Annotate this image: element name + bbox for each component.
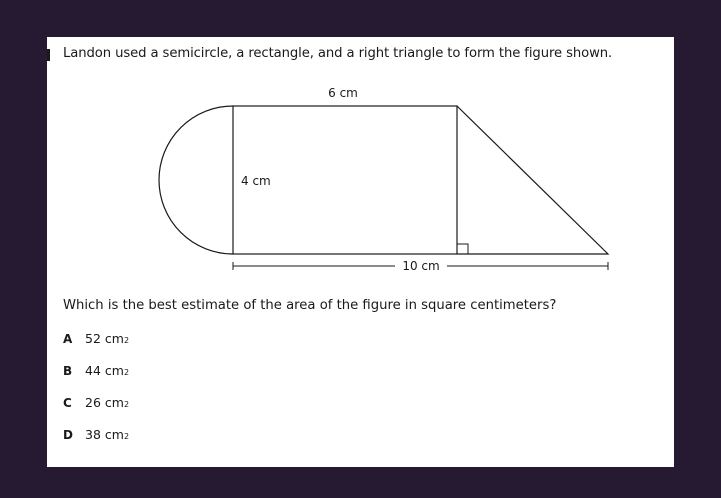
- question-prompt: Landon used a semicircle, a rectangle, and a right triangle to form the figure shown.: [63, 46, 613, 61]
- top-dimension-label: 6 cm: [328, 86, 358, 100]
- answer-choice-d[interactable]: D 38 cm 2: [63, 427, 130, 442]
- composite-figure: [47, 37, 674, 297]
- base-dimension-label: 10 cm: [402, 259, 440, 273]
- choice-value: 38 cm: [85, 427, 124, 442]
- right-angle-mark: [457, 244, 468, 254]
- answer-choice-b[interactable]: B 44 cm 2: [63, 363, 130, 378]
- choice-letter: C: [63, 396, 72, 410]
- choice-letter: D: [63, 428, 73, 442]
- choice-value: 44 cm: [85, 363, 124, 378]
- semicircle-shape: [159, 106, 233, 254]
- triangle-shape: [457, 106, 608, 254]
- choice-value: 26 cm: [85, 395, 124, 410]
- question-ask: Which is the best estimate of the area of the figure in square centimeters?: [63, 298, 557, 313]
- question-card: [47, 37, 674, 467]
- height-dimension-label: 4 cm: [241, 174, 271, 188]
- choice-value: 52 cm: [85, 331, 124, 346]
- answer-choice-c[interactable]: C 26 cm 2: [63, 395, 130, 410]
- choice-letter: A: [63, 332, 73, 346]
- choice-letter: B: [63, 364, 73, 378]
- answer-choice-a[interactable]: A 52 cm 2: [63, 331, 130, 346]
